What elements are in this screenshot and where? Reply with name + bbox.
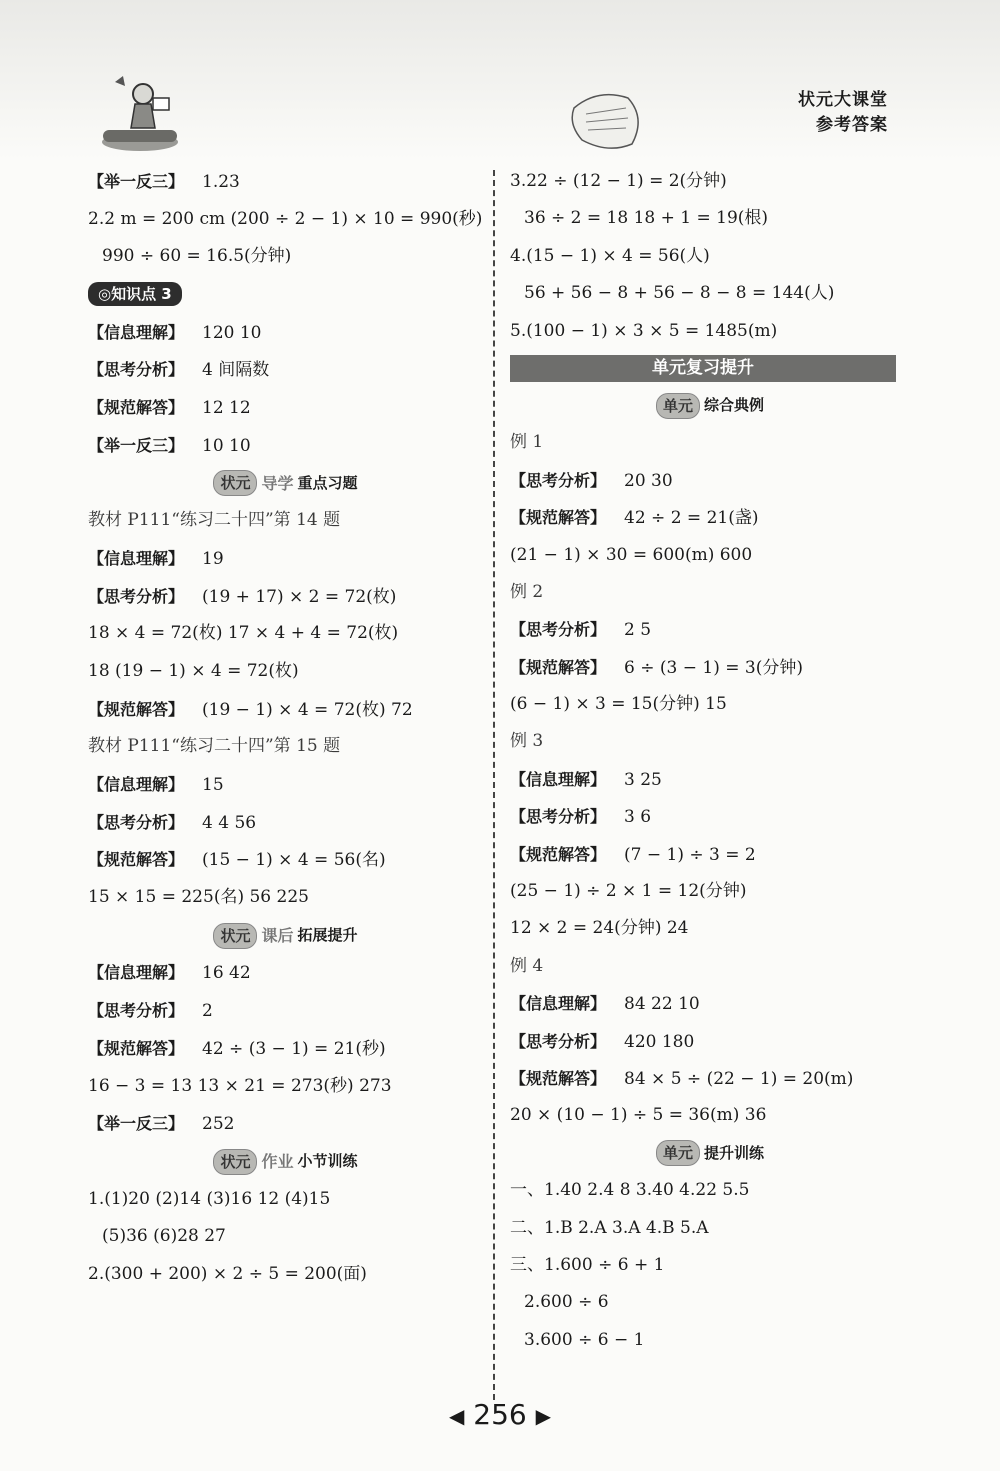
answer-text: 84 × 5 ÷ (22 − 1) = 20(m) [624, 1068, 854, 1089]
reference-line: 例 2 [510, 581, 544, 602]
answer-line [88, 1105, 483, 1143]
answer-line [510, 499, 910, 536]
answer-tag: 【思考分析】 [88, 812, 185, 832]
answer-tag: 【举一反三】 [88, 435, 185, 455]
answer-line: 3.22 ÷ (12 − 1) = 2(分钟) [510, 171, 727, 191]
leaf-note-illustration [568, 88, 648, 154]
unit-review-banner: 单元复习提升 [510, 355, 896, 382]
answer-line [88, 389, 483, 427]
section-badge: 状元 [213, 470, 257, 496]
answer-line [510, 611, 910, 648]
answer-line: 15 × 15 = 225(名) 56 225 [88, 887, 309, 908]
answer-line: 一、1.40 2.4 8 3.40 4.22 5.5 [510, 1180, 750, 1201]
answer-line [88, 314, 483, 352]
answer-text: (7 − 1) ÷ 3 = 2 [624, 844, 756, 865]
answer-line [88, 351, 483, 389]
answer-text: 420 180 [624, 1031, 695, 1052]
answer-text: 16 42 [202, 963, 251, 984]
answer-text: (19 − 1) × 4 = 72(枚) 72 [202, 699, 413, 720]
answer-tag: 【规范解答】 [510, 657, 607, 677]
brand-line-2: 参考答案 [816, 115, 888, 135]
answer-text: 3 6 [624, 807, 652, 828]
answer-line: (21 − 1) × 30 = 600(m) 600 [510, 544, 753, 565]
right-arrow-icon: ▶ [535, 1404, 552, 1428]
answer-line [88, 1030, 483, 1068]
answer-tag: 【举一反三】 [88, 172, 185, 191]
answer-line: 20 × (10 − 1) ÷ 5 = 36(m) 36 [510, 1105, 767, 1126]
page-header [0, 0, 1000, 160]
right-column [510, 163, 910, 1359]
section-heading-group [656, 387, 764, 424]
answer-tag: 【思考分析】 [510, 470, 607, 490]
section-heading [510, 1135, 910, 1172]
answer-line [88, 578, 483, 616]
answer-line: 36 ÷ 2 = 18 18 + 1 = 19(根) [524, 208, 769, 229]
section-heading-group [656, 1135, 764, 1172]
answer-line [88, 954, 483, 992]
reference-line: 例 3 [510, 731, 544, 752]
mascot-reading-illustration [95, 72, 185, 154]
answer-text: 3 25 [624, 769, 662, 790]
brand-title [770, 88, 888, 138]
answer-text: 42 ÷ (3 − 1) = 21(秒) [202, 1038, 386, 1059]
answer-tag: 【规范解答】 [88, 699, 185, 719]
answer-line [510, 1060, 910, 1097]
answer-text: 15 [202, 775, 224, 795]
answer-tag: 【规范解答】 [510, 1068, 607, 1088]
answer-text: 42 ÷ 2 = 21(盏) [624, 508, 759, 529]
section-badge-suffix: 作业 [261, 1151, 294, 1171]
section-heading [88, 1143, 483, 1181]
answer-line [510, 985, 910, 1022]
section-title: 提升训练 [704, 1143, 765, 1162]
answer-line [510, 798, 910, 835]
left-column [88, 163, 483, 1294]
answer-line [88, 804, 483, 842]
column-divider [493, 170, 495, 1400]
answer-line: (5)36 (6)28 27 [102, 1226, 226, 1247]
answer-tag: 【思考分析】 [510, 1031, 607, 1051]
answer-tag: 【规范解答】 [88, 398, 185, 418]
answer-line [88, 540, 483, 578]
section-heading-group [213, 917, 357, 955]
answer-line [88, 427, 483, 465]
section-heading-group [213, 465, 357, 503]
answer-text: 19 [202, 548, 224, 569]
knowledge-point-row [88, 276, 483, 314]
answer-line: 18 (19 − 1) × 4 = 72(枚) [88, 660, 299, 681]
reference-line: 教材 P111“练习二十四”第 14 题 [88, 510, 341, 531]
answer-tag: 【规范解答】 [510, 508, 607, 528]
answer-tag: 【信息理解】 [88, 322, 185, 342]
answer-text: (15 − 1) × 4 = 56(名) [202, 850, 386, 871]
answer-tag: 【思考分析】 [510, 620, 607, 640]
answer-tag: 【信息理解】 [88, 775, 185, 794]
left-arrow-icon: ◀ [448, 1404, 465, 1428]
brand-line-1: 状元大课堂 [798, 90, 888, 110]
answer-text: 6 ÷ (3 − 1) = 3(分钟) [624, 657, 803, 678]
answer-line [510, 649, 910, 686]
answer-text: 84 22 10 [624, 994, 700, 1015]
section-title: 小节训练 [297, 1151, 358, 1170]
section-heading-group [213, 1143, 357, 1181]
answer-text: 2 5 [624, 620, 652, 641]
answer-tag: 【思考分析】 [88, 1001, 185, 1021]
answer-line [88, 766, 483, 804]
answer-tag: 【规范解答】 [88, 1038, 185, 1058]
answer-line: 990 ÷ 60 = 16.5(分钟) [102, 246, 292, 267]
answer-tag: 【信息理解】 [88, 548, 185, 568]
section-badge: 状元 [213, 923, 257, 949]
section-title: 拓展提升 [297, 925, 358, 944]
answer-tag: 【举一反三】 [88, 1114, 185, 1134]
answer-text: 2 [202, 1001, 213, 1022]
answer-line [88, 841, 483, 879]
answer-line: 二、1.B 2.A 3.A 4.B 5.A [510, 1217, 709, 1238]
answer-tag: 【信息理解】 [510, 994, 607, 1014]
answer-line [88, 992, 483, 1030]
reference-line: 例 1 [510, 432, 544, 453]
answer-tag: 【思考分析】 [88, 586, 185, 606]
section-heading [88, 917, 483, 955]
answer-line: 2.2 m = 200 cm (200 ÷ 2 − 1) × 10 = 990(秒) [88, 208, 483, 229]
reference-line: 例 4 [510, 955, 544, 976]
answer-line [510, 1023, 910, 1060]
answer-line: 2.(300 + 200) × 2 ÷ 5 = 200(面) [88, 1263, 367, 1284]
answer-text: (19 + 17) × 2 = 72(枚) [202, 586, 397, 607]
answer-line [510, 761, 910, 798]
answer-text: 120 10 [202, 322, 262, 343]
section-badge-suffix: 导学 [261, 473, 294, 493]
answer-text: 4 4 56 [202, 812, 257, 833]
page-number [440, 1398, 560, 1431]
answer-line [88, 163, 483, 201]
answer-tag: 【信息理解】 [88, 963, 185, 983]
answer-text: 20 30 [624, 470, 673, 491]
reference-line: 教材 P111“练习二十四”第 15 题 [88, 736, 341, 757]
answer-line: 2.600 ÷ 6 [524, 1292, 609, 1313]
answer-tag: 【信息理解】 [510, 769, 607, 789]
answer-line: (25 − 1) ÷ 2 × 1 = 12(分钟) [510, 881, 747, 902]
answer-line: 18 × 4 = 72(枚) 17 × 4 + 4 = 72(枚) [88, 623, 399, 644]
answer-line [88, 691, 483, 729]
answer-text: 10 10 [202, 435, 251, 456]
answer-line: (6 − 1) × 3 = 15(分钟) 15 [510, 694, 727, 715]
section-heading [510, 387, 910, 424]
section-badge: 状元 [213, 1149, 257, 1175]
answer-text: 252 [202, 1114, 235, 1135]
answer-line: 3.600 ÷ 6 − 1 [524, 1329, 645, 1350]
answer-line: 56 + 56 − 8 + 56 − 8 − 8 = 144(人) [524, 283, 835, 304]
answer-line: 4.(15 − 1) × 4 = 56(人) [510, 245, 710, 266]
answer-line: 16 − 3 = 13 13 × 21 = 273(秒) 273 [88, 1075, 392, 1096]
section-heading [88, 465, 483, 503]
section-badge-suffix: 课后 [261, 925, 294, 945]
answer-line: 三、1.600 ÷ 6 + 1 [510, 1254, 665, 1275]
answer-text: 4 间隔数 [202, 360, 270, 381]
answer-line [510, 462, 910, 499]
section-badge: 单元 [656, 393, 700, 419]
section-badge: 单元 [656, 1140, 700, 1166]
answer-tag: 【规范解答】 [510, 844, 607, 864]
section-title: 综合典例 [704, 395, 765, 414]
page-number-value: 256 [473, 1398, 527, 1431]
answer-tag: 【规范解答】 [88, 850, 185, 870]
answer-line: 5.(100 − 1) × 3 × 5 = 1485(m) [510, 320, 778, 341]
answer-tag: 【思考分析】 [510, 807, 607, 827]
watermark [200, 1030, 210, 1065]
answer-line [510, 836, 910, 873]
answer-text: 12 12 [202, 398, 251, 419]
answer-line: 12 × 2 = 24(分钟) 24 [510, 918, 689, 939]
section-title: 重点习题 [297, 473, 358, 492]
answer-text: 1.23 [202, 172, 240, 192]
answer-tag: 【思考分析】 [88, 360, 185, 380]
answer-line: 1.(1)20 (2)14 (3)16 12 (4)15 [88, 1188, 331, 1209]
knowledge-point-label: ◎知识点 3 [88, 282, 182, 306]
